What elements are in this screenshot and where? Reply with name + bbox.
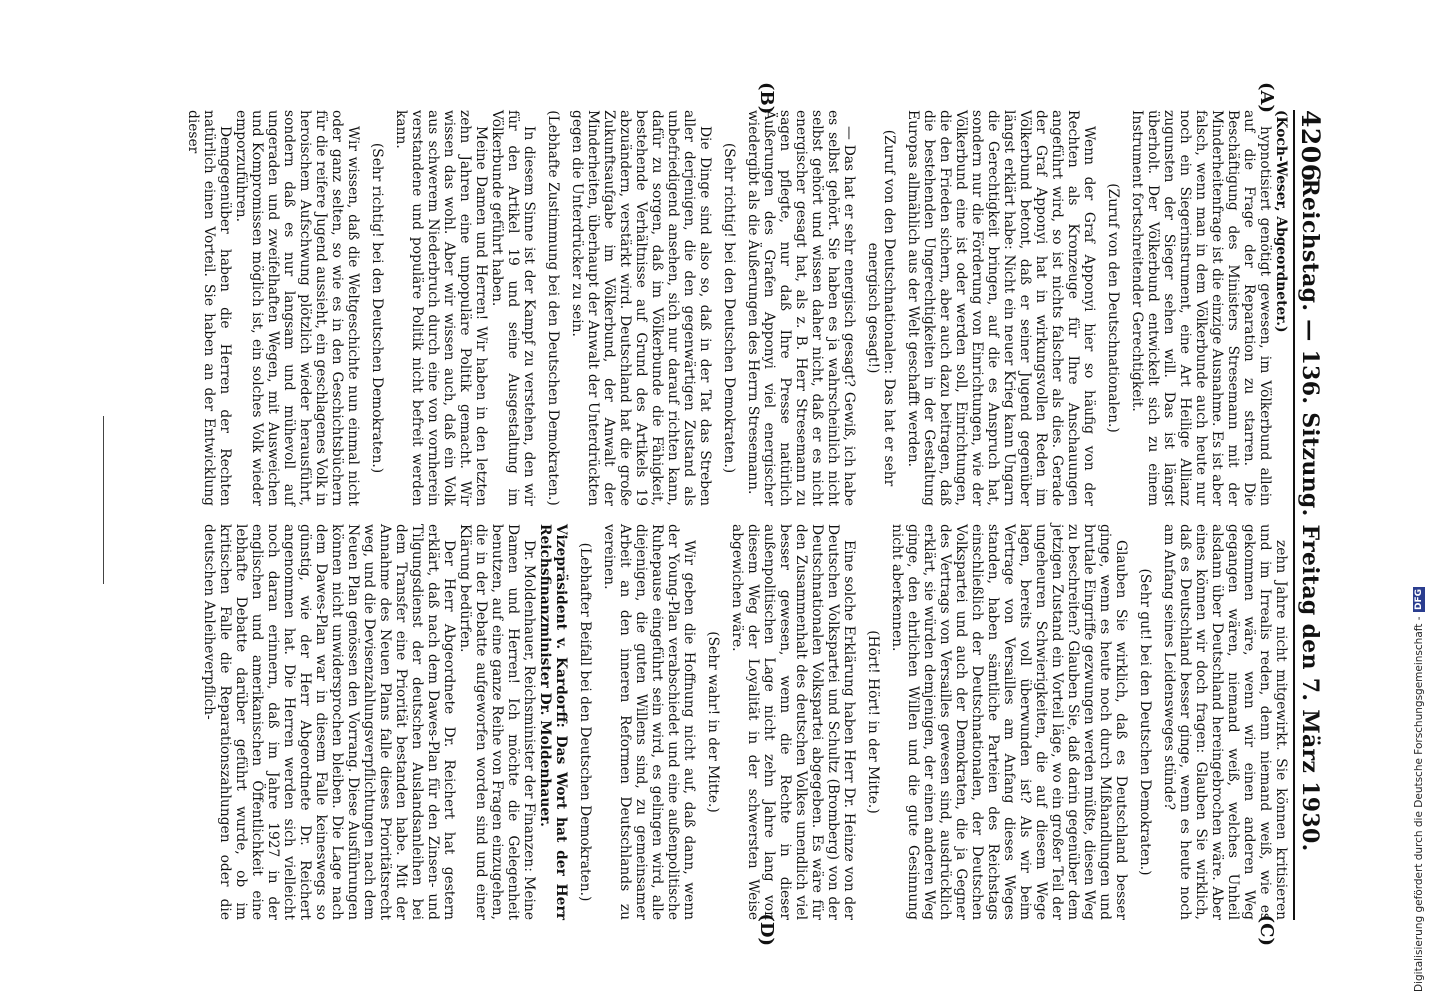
- right-column: [119, 524, 1289, 920]
- paragraph: Der Herr Abgeordnete Dr. Reichert hat gestern erklärt, daß nach dem Dawes-Plan für den Zinsen- und Tilgungsdienst der deutschen Auslandsanleihen bei dem Transfer eine Priorität bestanden habe. Mit der Annahme des Neuen Plans falle dieses Prioritätsrecht weg, und die Devisenzahlungsverpflichtungen nach dem Neuen Plan genössen den Vorrang. Diese Ausführungen können nicht unwidersprochen bleiben. Die Lage nach dem Dawes-Plan war in diesem Falle keineswegs so günstig, wie der Herr Abgeordnete Dr. Reichert angenommen hat. Die Herren werden sich vielleicht noch daran erinnern, daß im Jahre 1927 in der englischen und amerikanischen Öffentlichkeit eine lebhafte Debatte darüber geführt wurde, ob im kritischen Falle die Reparationszahlungen oder die deutschen Anleiheverpflich-: [201, 524, 457, 920]
- document-page: [97, 80, 1337, 946]
- left-column: [119, 110, 1289, 506]
- interjection: (Hört! Hört! in der Mitte.): [865, 630, 881, 814]
- paragraph: hypnotisiert genötigt gewesen, im Völkerbund allein auf die Frage der Reparation zu starren. Die Beschäftigung des Ministers Stresemann mit der Minderheitenfrage ist die einzige Ausnahme. Es ist aber falsch, wenn man in dem Völkerbunde auch heute nur noch ein Siegerinstrument, eine Art Heilige Allianz zugunsten der Sieger sehen will. Das ist längst überholt. Der Völkerbund entwickelt sich zu einem Instrument fortschreitender Gerechtigkeit.: [1129, 110, 1273, 506]
- margin-mark-d: (D): [756, 913, 777, 946]
- paragraph: In diesem Sinne ist der Kampf zu verstehen, den wir für den Artikel 19 und seine Ausgestaltung im Völkerbunde geführt haben.: [489, 110, 537, 506]
- credit-text: Digitalisierung gefördert durch die Deutsche Forschungsgemeinschaft -: [1413, 616, 1425, 992]
- paragraph: Die Dinge sind also so, daß in der Tat das Streben aller derjenigen, die den gegenwärtigen Zustand als unbefriedigend ansehen, sich nur darauf richten kann, dafür zu sorgen, daß im Völkerbunde die Fähigkeit, bestehende Verhältnisse auf Grund des Artikels 19 abzuändern, verstärkt wird. Deutschland hat die große Zukunftsaufgabe im Völkerbund, der Anwalt der Minderheiten, überhaupt der Anwalt der Unterdrückten gegen die Unterdrücker zu sein.: [569, 110, 713, 506]
- running-head: Reichstag. — 136. Sitzung. Freitag den 7. März 1930.: [1297, 178, 1323, 852]
- paragraph: Eine solche Erklärung haben Herr Dr. Heinze von der Deutschen Volkspartei und Schultz (Bromberg) von der Deutschnationalen Volkspartei abgegeben. Es wäre für den Zusammenhalt des deutschen Volkes unendlich viel besser gewesen, wenn die Rechte in dieser außenpolitischen Lage nicht zehn Jahre lang von diesem Weg der Loyalität in der schwersten Weise abgewichen wäre.: [729, 524, 857, 920]
- footer-rule: [103, 416, 104, 584]
- paragraph: Meine Damen und Herren! Wir haben in den letzten zehn Jahren eine unpopuläre Politik gemacht. Wir wissen das wohl. Aber wir wissen auch, daß ein Volk aus schwerem Niederbruch durch eine von vornherein verstandene und populäre Politik nicht befreit werden kann.: [393, 110, 489, 506]
- margin-mark-c: (C): [1256, 914, 1277, 946]
- margin-mark-b: (B): [756, 82, 777, 115]
- dfg-logo: DFG: [1414, 589, 1424, 611]
- page-number: 4206: [1296, 110, 1325, 182]
- paragraph: Glauben Sie wirklich, daß es Deutschland besser ginge, wenn es heute noch durch Mißhandlungen und brutale Eingriffe gezwungen werden müßte, diesen Weg zu beschreiten? Glauben Sie, daß darin gegenüber dem jetzigen Zustand ein Vorteil läge, wo ein großer Teil der ungeheuren Schwierigkeiten, die auf diesem Wege lagen, bereits voll überwunden ist? Als wir beim Vertrage von Versailles am Anfang dieses Weges standen, haben sämtliche Parteien des Reichstags einschließlich der Deutschnationalen, der Deutschen Volkspartei und auch der Demokraten, die ja Gegner des Vertrags von Versailles gewesen sind, ausdrücklich erklärt, sie würden demjenigen, der einen anderen Weg ginge, den ehrlichen Willen und die gute Gesinnung nicht aberkennen.: [889, 524, 1129, 920]
- paragraph: — Das hat er sehr energisch gesagt? Gewiß, ich habe es selbst gehört. Sie haben es ja wahrscheinlich nicht selbst gehört und wissen daher nicht, daß er es nicht energischer gesagt hat, als z. B. Herr Stresemann zu sagen pflegte, nur daß Ihre Presse natürlich Äußerungen des Grafen Apponyi viel energischer wiedergibt als die Äußerungen des Herrn Stresemann.: [745, 110, 857, 506]
- digitization-credit: [1408, 8, 1430, 992]
- text-columns: [119, 110, 1289, 920]
- paragraph: Wenn der Graf Apponyi hier so häufig von der Rechten als Kronzeuge für Ihre Anschauungen angeführt wird, so ist nichts falscher als dies. Gerade der Graf Apponyi hat in wirkungsvollen Reden im Völkerbund betont, daß er seiner Jugend gegenüber längst erklärt habe: Nicht ein neuer Krieg kann Ungarn die Gerechtigkeit bringen, auf die es Anspruch hat, sondern nur die Förderung von Einrichtungen, wie der Völkerbund eine ist oder werden soll, Einrichtungen, die den Frieden sichern, aber auch dazu beitragen, daß die bestehenden Ungerechtigkeiten in der Gestaltung Europas allmählich aus der Welt geschafft werden.: [905, 110, 1097, 506]
- paragraph: zehn Jahre nicht mitgewirkt. Sie können kritisieren und im Irrealis reden, denn niemand weiß, wie es gekommen wäre, wenn wir einen anderen Weg gegangen wären, niemand weiß, welches Unheil alsdann über Deutschland hereingebrochen wäre. Aber eines können wir doch fragen: Glauben Sie wirklich, daß es Deutschland besser ginge, wenn es heute noch am Anfang seines Leidensweges stünde?: [1161, 524, 1289, 920]
- speaker-line: Vizepräsident v. Kardorff: Das Wort hat der Herr Reichsfinanzminister Dr. Moldenhauer.: [537, 524, 569, 920]
- interjection: (Sehr richtig! bei den Deutschen Demokraten.): [369, 142, 385, 474]
- margin-mark-a: (A): [1256, 82, 1277, 113]
- interjection: (Sehr richtig! bei den Deutschen Demokraten.): [721, 142, 737, 474]
- interjection: (Zuruf von den Deutschnationalen: Das hat er sehr energisch gesagt!): [865, 129, 897, 487]
- paragraph: Wir geben die Hoffnung nicht auf, daß dann, wenn der Young-Plan verabschiedet und eine außenpolitische Ruhepause eingeführt sein wird, es gelingen wird, alle diejenigen, die guten Willens sind, zu gemeinsamer Arbeit an den inneren Reformen Deutschlands zu vereinen.: [601, 524, 697, 920]
- interjection: (Sehr wahr! in der Mitte.): [705, 631, 721, 813]
- interjection: (Lebhafte Zustimmung bei den Deutschen Demokraten.): [545, 110, 561, 506]
- paragraph: Demgegenüber haben die Herren der Rechten natürlich einen Vorteil. Sie haben an der Entwicklung dieser: [185, 110, 233, 506]
- page-header: [1293, 110, 1327, 920]
- speaker-line: (Koch-Weser, Abgeordneter.): [1273, 110, 1289, 333]
- interjection: (Lebhafter Beifall bei den Deutschen Demokraten.): [577, 542, 593, 902]
- paragraph: Dr. Moldenhauer, Reichsminister der Finanzen: Meine Damen und Herren! Ich möchte die Gelegenheit benutzen, auf eine ganze Reihe von Fragen einzugehen, die in der Debatte aufgeworfen worden sind und einer Klärung bedürfen.: [457, 524, 537, 920]
- interjection: (Sehr gut! bei den Deutschen Demokraten.): [1137, 568, 1153, 876]
- interjection: (Zuruf von den Deutschnationalen.): [1105, 183, 1121, 433]
- paragraph: Wir wissen, daß die Weltgeschichte nun einmal nicht oder ganz selten, so wie es in den Geschichtsbüchern für die reifere Jugend aussieht, ein geschlagenes Volk in heroischem Aufschwung plötzlich wieder herausführt, sondern daß es nur langsam und mühevoll auf ungeraden und zweifelhaften Wegen, mit Ausweichen und Kompromissen möglich ist, ein solches Volk wieder emporzuführen.: [233, 110, 361, 506]
